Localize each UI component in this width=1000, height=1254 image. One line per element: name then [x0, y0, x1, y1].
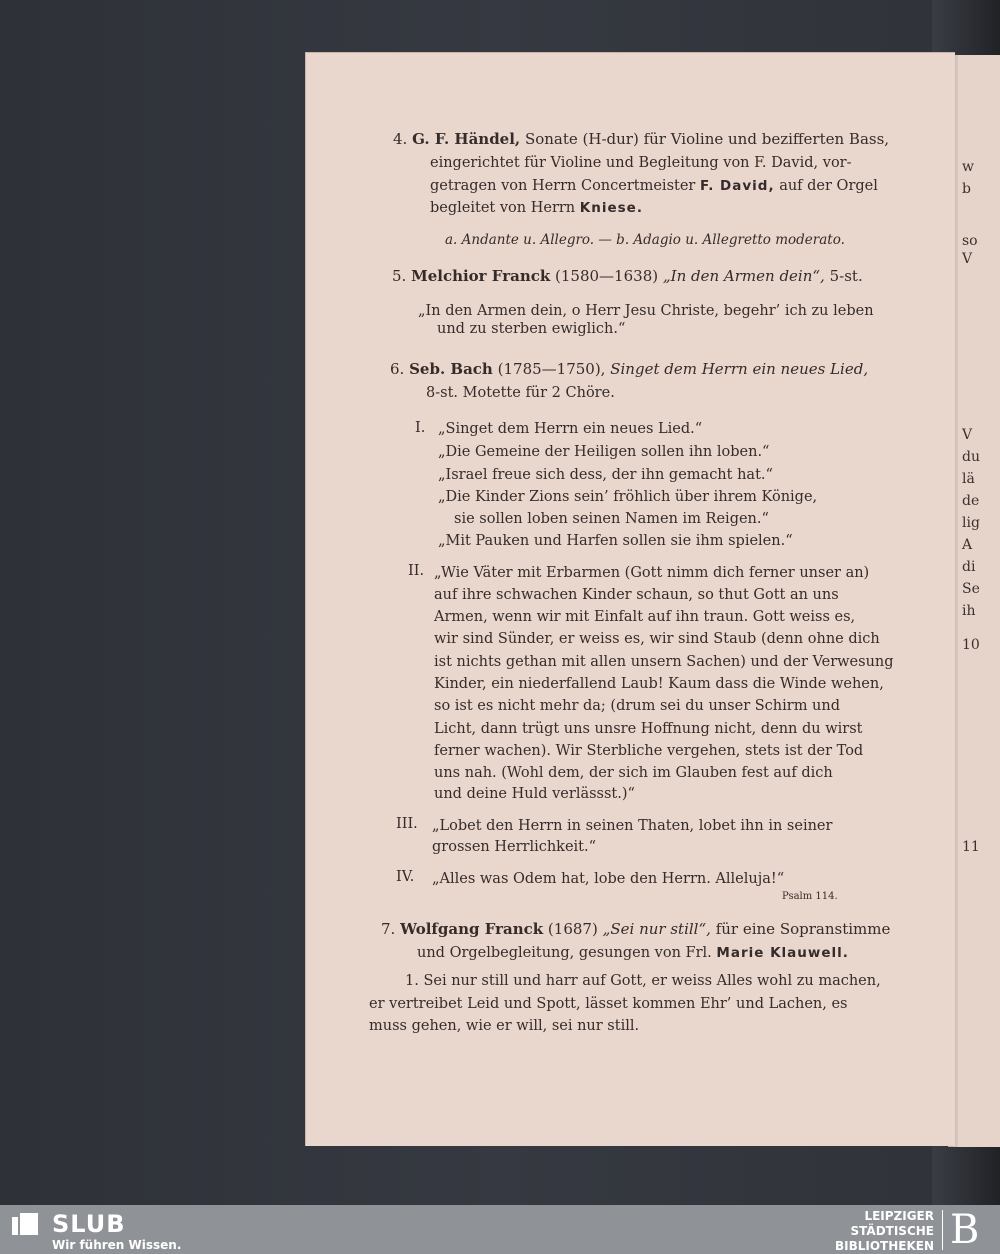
voices: 5-st. — [829, 267, 863, 285]
fragment: 10 — [962, 637, 980, 653]
performer-name: F. David, — [699, 178, 775, 194]
part2-line: Armen, wenn wir mit Einfalt auf ihn traun. Gott weiss es, — [434, 609, 856, 625]
lsb-line: LEIPZIGER — [864, 1209, 934, 1223]
text: begleitet von Herrn — [430, 200, 576, 216]
part-number: I. — [415, 420, 426, 436]
item7-stanza-line: 1. Sei nur still und harr auf Gott, er weiss Alles wohl zu machen, — [405, 973, 881, 989]
part1-line: „Mit Pauken und Harfen sollen sie ihm spielen.“ — [438, 533, 793, 549]
lsb-line: STÄDTISCHE — [850, 1224, 934, 1238]
item-number: 5. — [392, 267, 407, 285]
work-description: Sonate (H-dur) für Violine und bezifferten Bass, — [524, 130, 890, 148]
logo-divider — [942, 1210, 943, 1250]
part2-line: und deine Huld verlässst.)“ — [434, 786, 635, 802]
item4-line3 — [430, 175, 878, 197]
part2-line: uns nah. (Wohl dem, der sich im Glauben fest auf dich — [434, 765, 833, 781]
performer-name: Marie Klauwell. — [716, 945, 849, 961]
item-number: 4. — [393, 130, 408, 148]
work-title: Singet dem Herrn ein neues Lied, — [610, 360, 869, 378]
item-number: 7. — [381, 920, 396, 938]
item6-heading — [390, 358, 868, 380]
part2-line: Licht, dann trügt uns unsre Hoffnung nicht, denn du wirst — [434, 721, 863, 737]
part-number: III. — [396, 816, 418, 832]
work-title: „In den Armen dein“, — [662, 267, 825, 285]
part1-line: sie sollen loben seinen Namen im Reigen.“ — [454, 511, 769, 527]
text: und Orgelbegleitung, gesungen von Frl. — [417, 945, 712, 961]
part3-line: grossen Herrlichkeit.“ — [432, 839, 597, 855]
item5-text-line1: „In den Armen dein, o Herr Jesu Christe, begehr’ ich zu leben — [418, 303, 874, 319]
work-description: für eine Sopranstimme — [715, 920, 891, 938]
composer-name: Seb. Bach — [409, 360, 493, 378]
slub-tagline: Wir führen Wissen. — [52, 1238, 182, 1252]
part1-line: „Israel freue sich dess, der ihn gemacht hat.“ — [438, 467, 773, 483]
item4-heading — [393, 128, 889, 150]
performer-name: Kniese. — [579, 200, 643, 216]
part2-line: wir sind Sünder, er weiss es, wir sind Staub (denn ohne dich — [434, 631, 880, 647]
item4-line2: eingerichtet für Violine und Begleitung von F. David, vor- — [430, 155, 852, 171]
part1-line: „Die Kinder Zions sein’ fröhlich über ihrem Könige, — [438, 489, 818, 505]
item5-heading — [392, 265, 863, 287]
item7-line2 — [417, 942, 849, 964]
work-title: „Sei nur still“, — [602, 920, 711, 938]
fragment: du — [962, 449, 980, 465]
item4-movements: a. Andante u. Allegro. — b. Adagio u. Allegretto moderato. — [445, 232, 845, 248]
text: getragen von Herrn Concertmeister — [430, 178, 696, 194]
part2-line: Kinder, ein niederfallend Laub! Kaum dass die Winde wehen, — [434, 676, 884, 692]
slub-book-icon — [12, 1213, 40, 1235]
fragment: di — [962, 559, 976, 575]
lsb-logo-text[interactable] — [835, 1209, 934, 1254]
fragment: V — [962, 251, 973, 267]
fragment: A — [962, 537, 973, 553]
part-number: IV. — [396, 869, 415, 885]
part-number: II. — [408, 563, 425, 579]
part1-line: „Singet dem Herrn ein neues Lied.“ — [438, 421, 703, 437]
item7-heading — [381, 918, 890, 940]
lsb-logo-icon[interactable]: B — [950, 1207, 980, 1253]
part3-line: „Lobet den Herrn in seinen Thaten, lobet ihn in seiner — [432, 818, 833, 834]
fragment: b — [962, 181, 971, 197]
fragment: w — [962, 159, 974, 175]
fragment: so — [962, 233, 978, 249]
part2-line: ferner wachen). Wir Sterbliche vergehen, stets ist der Tod — [434, 743, 864, 759]
fragment: Se — [962, 581, 980, 597]
composer-dates: (1580—1638) — [555, 267, 659, 285]
composer-dates: (1687) — [547, 920, 598, 938]
composer-dates: (1785—1750), — [497, 360, 606, 378]
fragment: lig — [962, 515, 980, 531]
part1-line: „Die Gemeine der Heiligen sollen ihn loben.“ — [438, 444, 770, 460]
fragment: 11 — [962, 839, 980, 855]
fragment: de — [962, 493, 980, 509]
part2-line: ist nichts gethan mit allen unsern Sachen) und der Verwesung — [434, 654, 894, 670]
psalm-reference: Psalm 114. — [782, 891, 838, 902]
lsb-line: BIBLIOTHEKEN — [834, 1239, 934, 1253]
fragment: ih — [962, 603, 976, 619]
item-number: 6. — [390, 360, 405, 378]
slub-logo-name[interactable]: SLUB — [52, 1210, 126, 1238]
viewer-footer — [0, 1205, 1000, 1254]
composer-name: Melchior Franck — [411, 267, 551, 285]
part2-line: „Wie Väter mit Erbarmen (Gott nimm dich ferner unser an) — [434, 565, 870, 581]
composer-name: G. F. Händel, — [412, 130, 521, 148]
fragment: lä — [962, 471, 975, 487]
text: auf der Orgel — [779, 178, 878, 194]
item4-line4 — [430, 197, 643, 219]
part4-line: „Alles was Odem hat, lobe den Herrn. Alleluja!“ — [432, 871, 785, 887]
next-page-fragment — [958, 55, 1000, 1147]
composer-name: Wolfgang Franck — [400, 920, 544, 938]
part2-line: auf ihre schwachen Kinder schaun, so thut Gott an uns — [434, 587, 839, 603]
item7-stanza-line: er vertreibet Leid und Spott, lässet kommen Ehr’ und Lachen, es — [369, 996, 848, 1012]
item6-line2: 8-st. Motette für 2 Chöre. — [426, 385, 615, 401]
item7-stanza-line: muss gehen, wie er will, sei nur still. — [369, 1018, 640, 1034]
fragment: V — [962, 427, 973, 443]
item5-text-line2: und zu sterben ewiglich.“ — [437, 321, 626, 337]
part2-line: so ist es nicht mehr da; (drum sei du unser Schirm und — [434, 698, 841, 714]
